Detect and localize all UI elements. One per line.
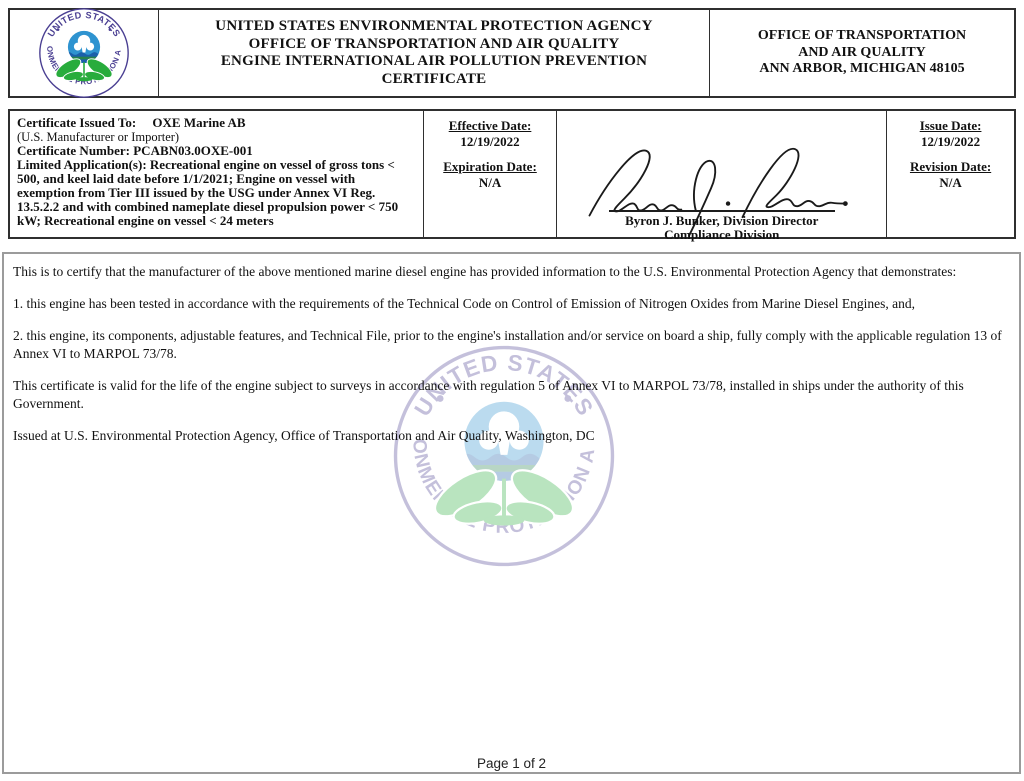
effective-date-value: 12/19/2022 <box>460 134 520 149</box>
issued-to-value: OXE Marine AB <box>152 115 246 130</box>
body-paragraph: 1. this engine has been tested in accordance with the requirements of the Technical Code on Control of Emission of Nitrogen Oxides from Marine Diesel Engines, and, <box>13 296 915 311</box>
revision-date-value: N/A <box>939 175 962 190</box>
issued-to-label: Certificate Issued To: <box>17 115 137 130</box>
page-number: Page 1 of 2 <box>476 756 547 771</box>
header-title-line: CERTIFICATE <box>381 70 487 87</box>
header-office-line: AND AIR QUALITY <box>798 44 926 60</box>
epa-logo-icon <box>38 7 130 99</box>
signer-division: Compliance Division <box>664 227 780 242</box>
certificate-body <box>2 252 1021 774</box>
issued-to-line <box>17 116 416 130</box>
header-office-line: OFFICE OF TRANSPORTATION <box>757 28 967 44</box>
certificate-info <box>8 109 1016 242</box>
body-paragraph: 2. this engine, its components, adjustable features, and Technical File, prior to the engine's installation and/or service on board a ship, fully comply with the applicable regulation 13 of Annex VI to MARPOL 73/78. <box>13 328 1002 361</box>
signature-underline <box>609 210 835 212</box>
body-paragraph: Issued at U.S. Environmental Protection Agency, Office of Transportation and Air Quality, Washington, DC <box>13 428 595 443</box>
limited-application-line <box>17 158 416 228</box>
header <box>8 8 1016 98</box>
header-title-line: OFFICE OF TRANSPORTATION AND AIR QUALITY <box>248 35 620 52</box>
expiration-date-value: N/A <box>478 175 502 190</box>
certificate-holder-box <box>10 111 424 237</box>
signer-name-title: Byron J. Bunker, Division Director <box>625 213 819 228</box>
header-office-box <box>710 10 1014 96</box>
body-paragraph: This certificate is valid for the life of the engine subject to surveys in accordance with regulation 5 of Annex VI to MARPOL 73/78, installed in ships under the authority of this Government. <box>13 378 964 411</box>
expiration-date-label: Expiration Date: <box>443 159 537 174</box>
header-title-box <box>159 10 710 96</box>
limited-application-label: Limited Application(s): <box>17 157 147 172</box>
issue-date-value: 12/19/2022 <box>920 134 981 149</box>
issue-revision-box <box>887 111 1014 237</box>
limited-application-text: Recreational engine on vessel of gross tons < 500, and keel laid date before 1/1/2021; Engine on vessel with exemption from Tier III issued by the USG under Annex VI Reg. 13.5.2.2 and with combined nameplate diesel propulsion power < 750 kW; Recreational engine on vessel < 24 meters <box>17 157 399 228</box>
header-title-line: UNITED STATES ENVIRONMENTAL PROTECTION AGENCY <box>215 18 653 34</box>
signature-box <box>557 111 887 242</box>
issue-date-label: Issue Date: <box>919 118 982 133</box>
certificate-number-label: Certificate Number: <box>17 143 130 158</box>
effective-date-label: Effective Date: <box>448 118 532 133</box>
header-title-line: ENGINE INTERNATIONAL AIR POLLUTION PREVENTION <box>220 53 648 69</box>
body-paragraph: This is to certify that the manufacturer of the above mentioned marine diesel engine has provided information to the U.S. Environmental Protection Agency that demonstrates: <box>13 264 957 279</box>
effective-expiration-box <box>424 111 558 237</box>
issued-to-subtext: (U.S. Manufacturer or Importer) <box>17 130 180 144</box>
certificate-number-value: PCABN03.0OXE-001 <box>133 143 253 158</box>
header-office-line: ANN ARBOR, MICHIGAN 48105 <box>759 61 965 77</box>
revision-date-label: Revision Date: <box>909 159 992 174</box>
certificate-number-line <box>17 144 416 158</box>
epa-seal-box <box>10 10 159 96</box>
